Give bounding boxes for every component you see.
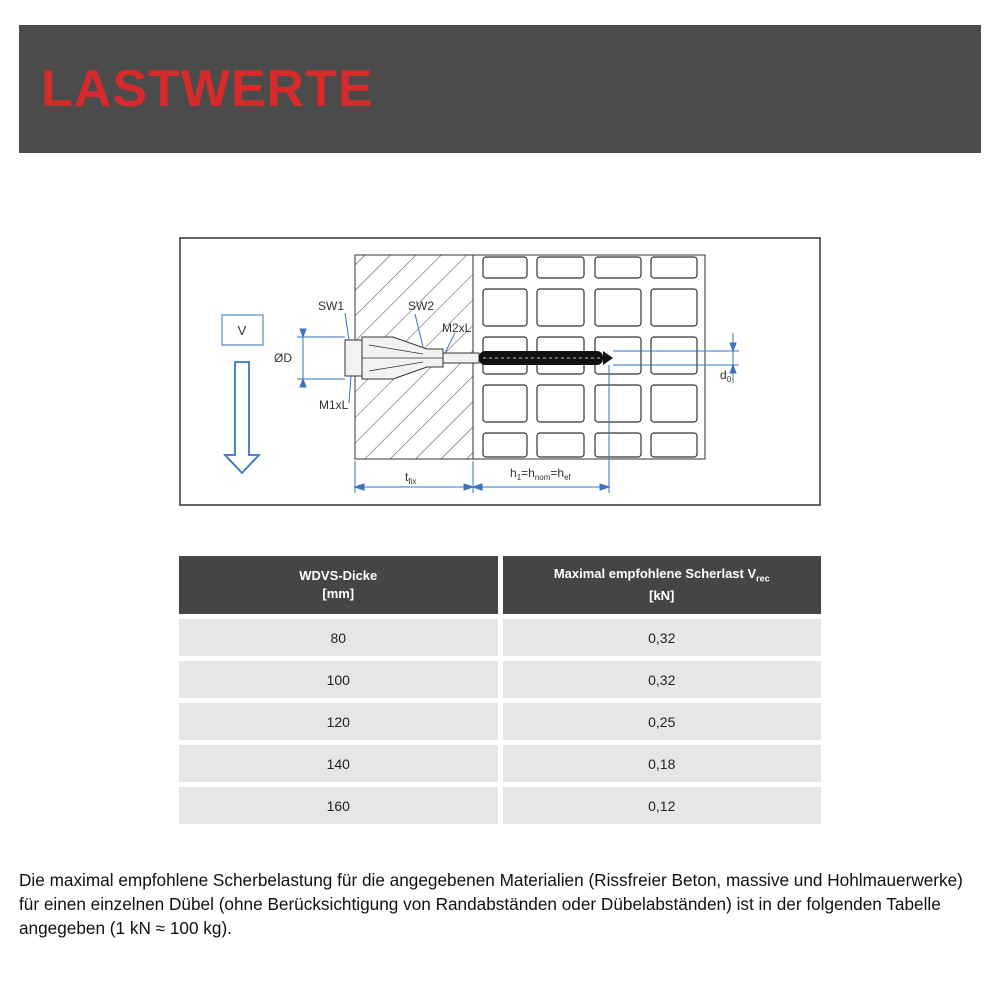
label-d0: $d_0$ [720, 368, 732, 384]
label-diameter: ØD [274, 351, 292, 365]
cell-load: 0,32 [503, 661, 822, 698]
cell-thickness: 120 [179, 703, 498, 740]
cell-load: 0,25 [503, 703, 822, 740]
cell-thickness: 160 [179, 787, 498, 824]
header-max-shear-load: Maximal empfohlene Scherlast $V_{rec}$ [kN] [503, 556, 822, 614]
label-m1xl: M1xL [319, 398, 349, 412]
label-h1-hnom-hef: $h_1=h_{nom}=h_{ef}$ [510, 466, 571, 482]
description-text: Die maximal empfohlene Scherbelastung für die angegebenen Materialien (Rissfreier Beton, massive und Hohlmauerwerke) für einen einzelnen Dübel (ohne Berücksichtigung von Randabständen oder Dübelabständen) ist in der folgenden Tabelle angegeben (1 kN ≈ 100 kg). [19, 870, 963, 938]
label-tfix: $t_{fix}$ [405, 470, 417, 486]
table-row [179, 745, 821, 782]
load-values-table [179, 556, 821, 829]
header-banner [19, 25, 981, 153]
cell-load: 0,18 [503, 745, 822, 782]
header-wdvs-thickness: WDVS-Dicke [mm] [179, 556, 498, 614]
table-header-row [179, 556, 821, 614]
cell-load: 0,12 [503, 787, 822, 824]
table-row [179, 619, 821, 656]
table-row [179, 703, 821, 740]
anchor-diagram [179, 237, 821, 506]
cell-thickness: 140 [179, 745, 498, 782]
cell-thickness: 100 [179, 661, 498, 698]
cell-load: 0,32 [503, 619, 822, 656]
page-title: LASTWERTE [41, 60, 374, 118]
label-sw2: SW2 [408, 299, 435, 313]
label-sw1: SW1 [318, 299, 345, 313]
label-m2xl: M2xL [442, 321, 472, 335]
table-row [179, 787, 821, 824]
label-v: V [237, 323, 247, 338]
threaded-screw [479, 351, 613, 365]
cell-thickness: 80 [179, 619, 498, 656]
table-row [179, 661, 821, 698]
